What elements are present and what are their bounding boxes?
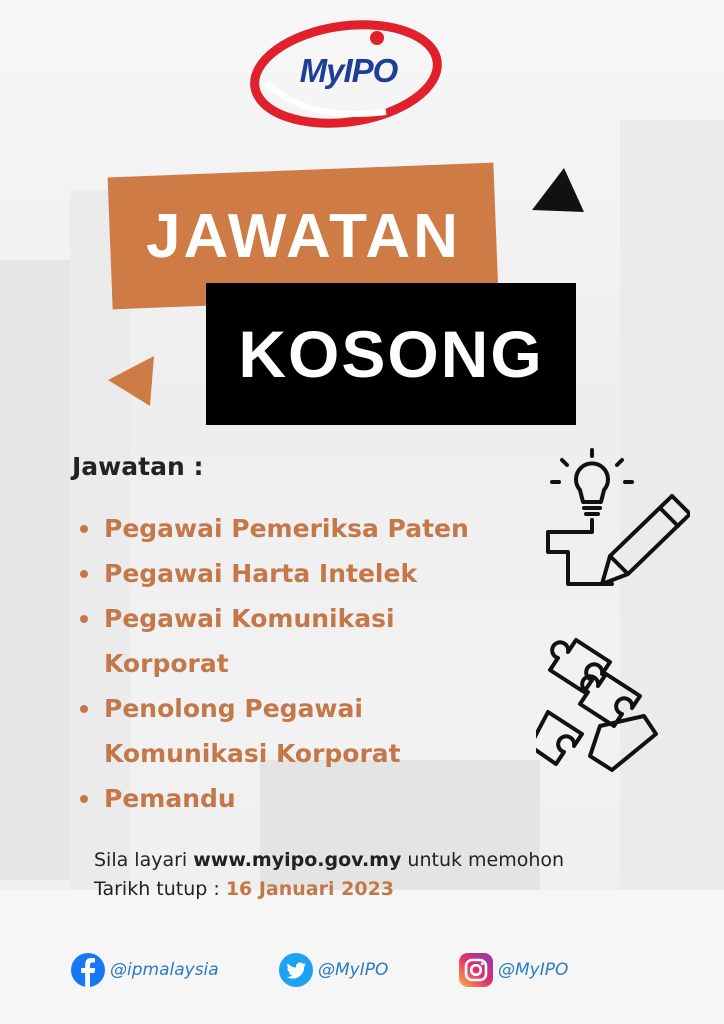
social-instagram[interactable] xyxy=(458,952,568,988)
facebook-handle: @ipmalaysia xyxy=(110,960,219,980)
pencil-icon xyxy=(602,496,690,584)
social-twitter[interactable] xyxy=(278,952,388,988)
job-item: Pegawai Pemeriksa Paten xyxy=(78,506,538,551)
visit-line: Sila layari www.myipo.gov.my untuk memohon xyxy=(94,849,565,871)
title-line-2: KOSONG xyxy=(238,317,544,391)
title-banner-kosong xyxy=(206,283,576,425)
job-item: Penolong Pegawai Komunikasi Korporat xyxy=(78,686,538,776)
title-line-1: JAWATAN xyxy=(145,201,461,271)
orange-triangle-decoration xyxy=(106,354,158,408)
lightbulb-pencil-icon xyxy=(540,448,690,590)
job-item: Pegawai Harta Intelek xyxy=(78,551,538,596)
background-building xyxy=(0,260,70,880)
job-item: Pemandu xyxy=(78,776,538,821)
social-facebook[interactable] xyxy=(70,952,219,988)
instagram-icon xyxy=(458,952,494,988)
closing-line: Tarikh tutup : 16 Januari 2023 xyxy=(94,878,395,900)
twitter-handle: @MyIPO xyxy=(318,960,389,980)
puzzle-icon xyxy=(536,634,664,774)
application-info xyxy=(94,846,564,904)
jobs-heading: Jawatan : xyxy=(72,452,204,481)
lightbulb-icon xyxy=(576,463,608,502)
facebook-icon xyxy=(70,952,106,988)
black-triangle-decoration xyxy=(530,166,586,216)
website-link[interactable]: www.myipo.gov.my xyxy=(193,849,402,871)
twitter-icon xyxy=(278,952,314,988)
myipo-logo xyxy=(246,12,446,137)
closing-date: 16 Januari 2023 xyxy=(225,878,395,900)
instagram-handle: @MyIPO xyxy=(498,960,569,980)
logo-text: MyIPO xyxy=(299,52,398,89)
job-item: Pegawai Komunikasi Korporat xyxy=(78,596,538,686)
job-list xyxy=(78,506,538,821)
